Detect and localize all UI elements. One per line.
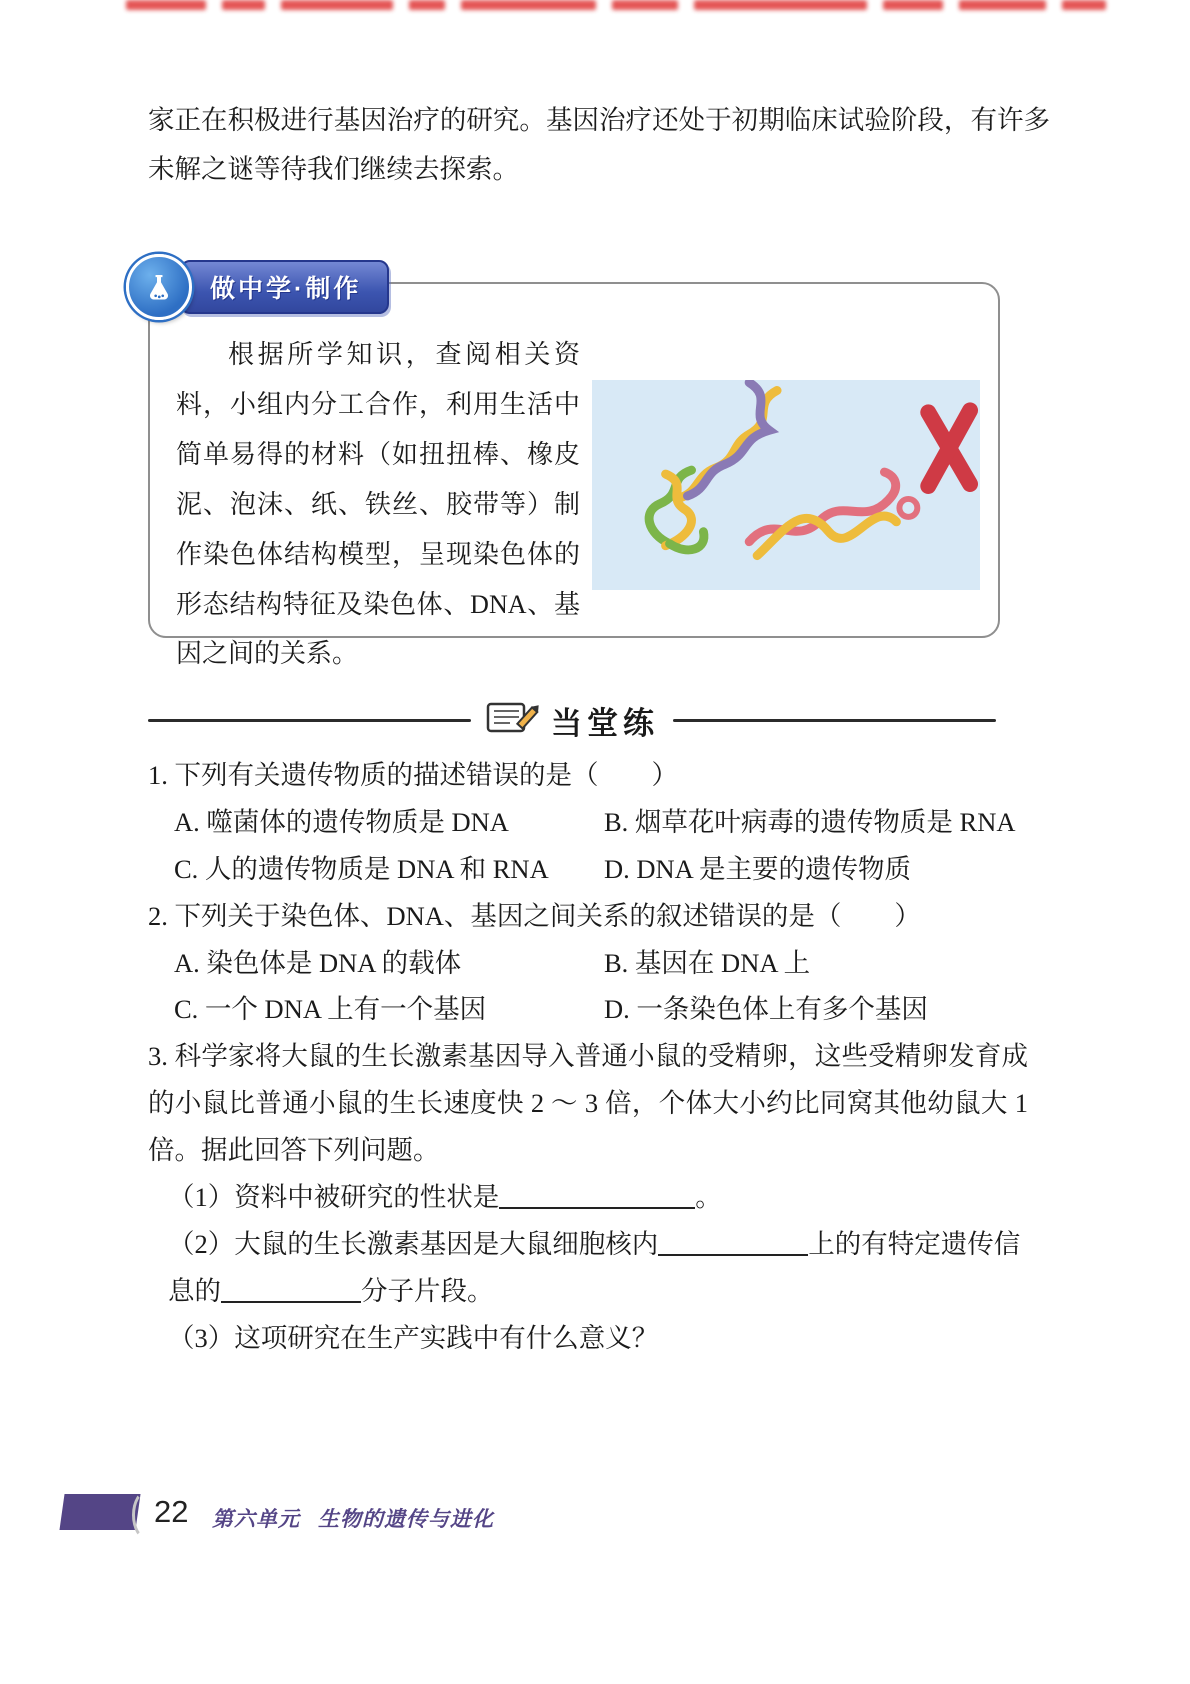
- activity-badge-label: 做中学·制作: [180, 260, 389, 314]
- question-3-sub-2-mid: 上的有特定遗传信息的: [168, 1228, 1021, 1306]
- question-2-options-cd: [148, 986, 1028, 1033]
- activity-badge: [126, 254, 389, 320]
- page-footer: [0, 1490, 1190, 1538]
- question-3-sub-1-text: （1）资料中被研究的性状是: [168, 1182, 500, 1213]
- question-1-option-c: C. 人的遗传物质是 DNA 和 RNA: [174, 853, 549, 884]
- question-3-stem: 3. 科学家将大鼠的生长激素基因导入普通小鼠的受精卵，这些受精卵发育成的小鼠比普通小鼠的生长速度快 2 ～ 3 倍，个体大小约比同窝其他幼鼠大 1 倍。据此回答下列问题。: [148, 1041, 1028, 1166]
- footer-unit-line: [212, 1503, 512, 1533]
- activity-content: [150, 284, 998, 687]
- divider-line-right: [673, 719, 996, 722]
- answer-blank-1: [499, 1179, 695, 1209]
- practice-section-header: [148, 694, 996, 746]
- question-3-sub-2: [148, 1221, 1028, 1315]
- questions: [148, 752, 1028, 1362]
- question-1-option-a: A. 噬菌体的遗传物质是 DNA: [174, 806, 509, 837]
- scan-artifact: [126, 0, 1106, 16]
- question-1-options-cd: [148, 846, 1028, 893]
- question-3-sub-1-end: 。: [695, 1182, 722, 1213]
- question-2-option-d: D. 一条染色体上有多个基因: [604, 994, 928, 1025]
- question-2-option-a: A. 染色体是 DNA 的载体: [174, 947, 462, 978]
- practice-title: 当堂练: [551, 705, 659, 741]
- question-3-sub-1: [148, 1174, 1028, 1221]
- question-3-sub-3: （3）这项研究在生产实践中有什么意义？: [168, 1322, 659, 1353]
- question-2-option-b: B. 基因在 DNA 上: [604, 947, 811, 978]
- question-1-option-b: B. 烟草花叶病毒的遗传物质是 RNA: [604, 806, 1016, 837]
- notebook-pencil-icon: [485, 697, 541, 744]
- answer-blank-3: [221, 1273, 361, 1303]
- question-2-options-ab: [148, 940, 1028, 987]
- question-1-option-d: D. DNA 是主要的遗传物质: [604, 853, 911, 884]
- question-1-options-ab: [148, 799, 1028, 846]
- question-3-sub-2-end: 分子片段。: [361, 1275, 494, 1306]
- footer-unit-title: 生物的遗传与进化: [318, 1507, 494, 1531]
- answer-blank-2: [658, 1226, 808, 1256]
- footer-ribbon: [59, 1494, 140, 1530]
- page-number: 22: [154, 1494, 189, 1529]
- chromosome-model-photo: [592, 380, 980, 590]
- footer-unit: 第六单元: [212, 1507, 300, 1531]
- question-3-sub-2-text: （2）大鼠的生长激素基因是大鼠细胞核内: [168, 1228, 659, 1259]
- activity-text: 根据所学知识，查阅相关资料，小组内分工合作，利用生活中简单易得的材料（如扭扭棒、橡皮泥、泡沫、纸、铁丝、胶带等）制作染色体结构模型，呈现染色体的形态结构特征及染色体、DNA、基因之间的关系。: [176, 340, 580, 669]
- question-2-option-c: C. 一个 DNA 上有一个基因: [174, 994, 487, 1025]
- divider-line-left: [148, 719, 471, 722]
- activity-box: [148, 275, 1000, 669]
- flask-icon: [126, 254, 192, 320]
- intro-paragraph: 家正在积极进行基因治疗的研究。基因治疗还处于初期临床试验阶段，有许多未解之谜等待我们继续去探索。: [148, 105, 1050, 185]
- question-1-stem: 1. 下列有关遗传物质的描述错误的是（ ）: [148, 760, 678, 790]
- question-2-stem: 2. 下列关于染色体、DNA、基因之间关系的叙述错误的是（ ）: [148, 900, 921, 931]
